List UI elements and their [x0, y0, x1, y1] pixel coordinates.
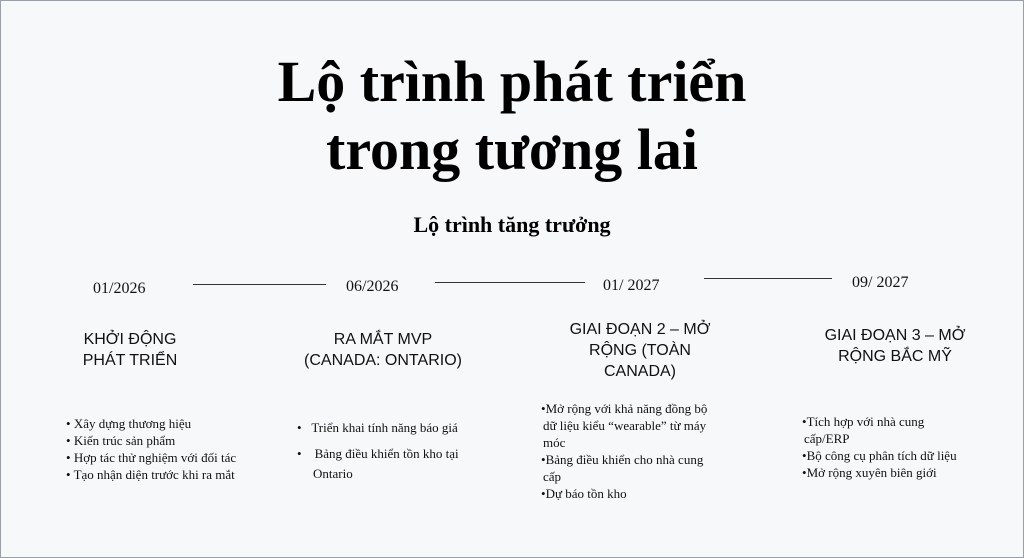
list-item-text: Bảng điều khiển tồn kho tại	[314, 446, 459, 461]
list-item	[541, 417, 741, 434]
milestone-4-items	[802, 413, 1002, 481]
list-item	[297, 465, 497, 482]
list-item	[802, 430, 1002, 447]
list-item-text: Ontario	[313, 466, 353, 481]
milestone-3-date: 01/ 2027	[603, 277, 660, 294]
phase-3-line-3: CANADA)	[603, 363, 676, 380]
list-item	[541, 434, 741, 451]
list-item-text: Dự báo tồn kho	[545, 486, 627, 501]
list-item-text: Mở rộng với khả năng đồng bộ	[545, 401, 708, 416]
list-item: • Tạo nhận diện trước khi ra mắt	[66, 466, 266, 483]
list-item: • Kiến trúc sản phẩm	[66, 432, 266, 449]
slide-title	[0, 48, 1024, 184]
milestone-1-date: 01/2026	[93, 280, 146, 297]
milestone-4-phase	[800, 325, 990, 367]
list-item: •Tích hợp với nhà cung	[802, 414, 925, 429]
phase-4-line-1: GIAI ĐOẠN 3 – MỞ	[824, 327, 966, 344]
phase-2-line-2: (CANADA: ONTARIO)	[304, 352, 462, 369]
list-item: •Bộ công cụ phân tích dữ liệu	[802, 448, 957, 463]
list-item-text: móc	[543, 435, 566, 450]
slide-subtitle: Lộ trình tăng trưởng	[413, 212, 611, 237]
title-line-2: trong tương lai	[326, 117, 698, 182]
list-item-text: Bảng điều khiển cho nhà cung	[545, 452, 704, 467]
list-item-text: dữ liệu kiểu “wearable” từ máy	[543, 418, 707, 433]
phase-4-line-2: RỘNG BẮC MỸ	[838, 348, 952, 365]
milestone-2-items	[297, 419, 497, 482]
phase-3-line-2: RỘNG (TOÀN	[589, 342, 691, 359]
title-line-1: Lộ trình phát triển	[277, 49, 747, 114]
list-item-text: cấp/ERP	[804, 431, 850, 446]
milestone-3-items	[541, 400, 741, 502]
milestone-3-phase	[545, 319, 735, 382]
phase-2-line-1: RA MẮT MVP	[333, 331, 433, 348]
list-item-text: Mở rộng xuyên biên giới	[806, 465, 937, 480]
list-item: •Mở rộng xuyên biên giới	[802, 465, 937, 480]
list-item	[541, 468, 741, 485]
timeline-connector-1	[193, 284, 326, 285]
timeline-connector-3	[704, 278, 832, 279]
milestone-2-phase	[283, 329, 483, 371]
list-item: •Dự báo tồn kho	[541, 486, 627, 501]
list-item-text: Tích hợp với nhà cung	[806, 414, 925, 429]
phase-1-line-2: PHÁT TRIỂN	[82, 352, 178, 369]
milestone-2-date: 06/2026	[346, 278, 399, 295]
list-item: • Bảng điều khiển tồn kho tại	[297, 446, 459, 461]
milestone-1-items	[66, 415, 266, 483]
list-item: •Bảng điều khiển cho nhà cung	[541, 452, 704, 467]
phase-3-line-1: GIAI ĐOẠN 2 – MỞ	[569, 321, 711, 338]
list-item: • Triển khai tính năng báo giá	[297, 420, 458, 435]
phase-1-line-1: KHỞI ĐỘNG	[83, 331, 177, 348]
milestone-1-phase	[40, 329, 220, 371]
list-item: •Mở rộng với khả năng đồng bộ	[541, 401, 708, 416]
list-item: • Hợp tác thử nghiệm với đối tác	[66, 449, 266, 466]
list-item-text: Triển khai tính năng báo giá	[311, 420, 458, 435]
timeline-connector-2	[435, 282, 585, 283]
list-item-text: Bộ công cụ phân tích dữ liệu	[806, 448, 957, 463]
list-item: • Xây dựng thương hiệu	[66, 415, 266, 432]
milestone-4-date: 09/ 2027	[852, 274, 909, 291]
list-item-text: cấp	[543, 469, 562, 484]
